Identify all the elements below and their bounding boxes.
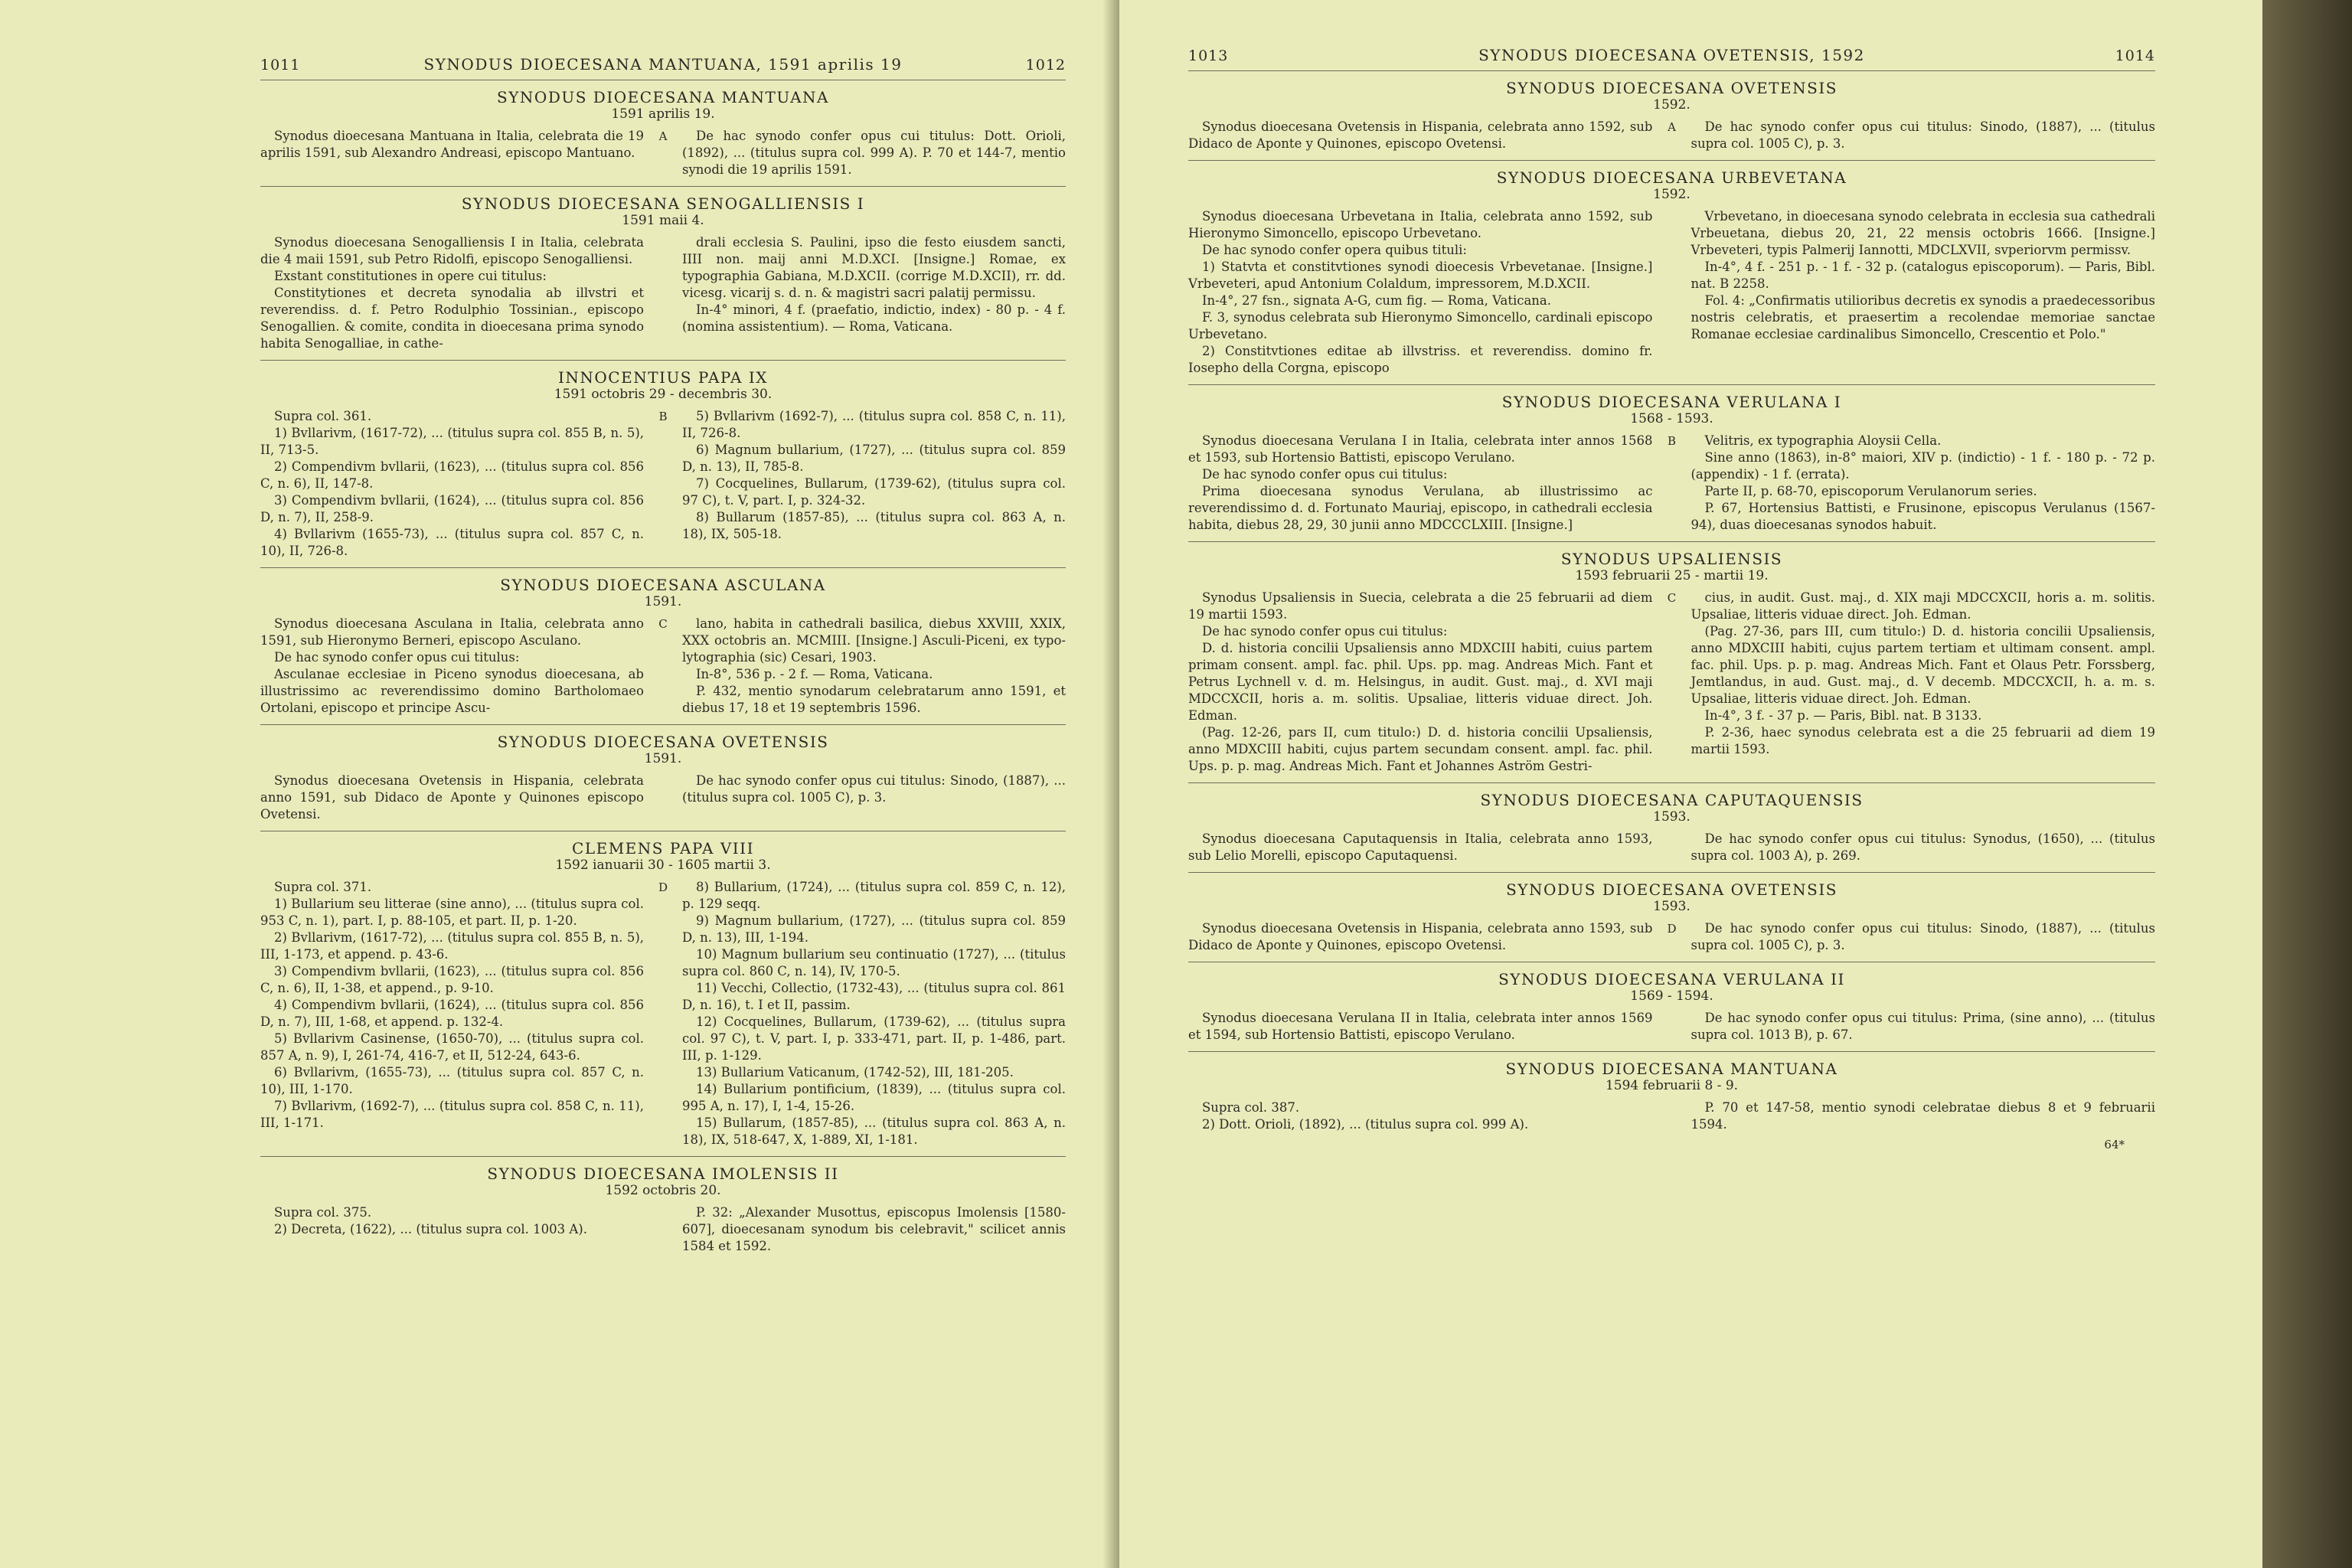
paragraph: 2) Decreta, (1622), ... (titulus supra col. 1003 A).: [274, 1222, 587, 1236]
entry-date: 1568 - 1593.: [1630, 411, 1713, 426]
entry-title: SYNODUS DIOECESANA OVETENSIS: [1506, 880, 1838, 899]
entry-columns: [1188, 433, 2155, 534]
margin-letter: [1667, 1099, 1677, 1133]
entry-title: SYNODUS DIOECESANA SENOGALLIENSIS I: [461, 194, 865, 213]
section-rule: [260, 724, 1066, 725]
entry: [1188, 79, 2155, 152]
paragraph: De hac synodo confer opus cui titulus:: [1202, 467, 1448, 482]
entry-date: 1591 aprilis 19.: [611, 106, 715, 122]
section-rule: [1188, 160, 2155, 161]
paragraph: 12) Cocquelines, Bullarum, (1739-62), ... (titulus supra col. 97 C), t. V, part. I, p. 333-471, part. II, p. 1-486, part. III, p. 1-129.: [682, 1014, 1066, 1063]
entries: [260, 88, 1066, 1255]
entry: [1188, 393, 2155, 534]
entry-title: INNOCENTIUS PAPA IX: [558, 368, 768, 387]
paragraph: 5) Bvllarivm Casinense, (1650-70), ... (titulus supra col. 857 A, n. 9), I, 261-74, 416-7, et II, 512-24, 643-6.: [260, 1031, 644, 1063]
paragraph: P. 67, Hortensius Battisti, e Frusinone, episcopus Verulanus (1567-94), duas dioecesanas synodos habuit.: [1690, 501, 2155, 532]
paragraph: Supra col. 371.: [274, 880, 372, 894]
column-number: 1011: [260, 57, 301, 74]
paragraph: In-4°, 4 f. - 251 p. - 1 f. - 32 p. (catalogus episcoporum). — Paris, Bibl. nat. B 2258.: [1690, 260, 2155, 291]
paragraph: De hac synodo confer opus cui titulus: Sinodo, (1887), ... (titulus supra col. 1005 C), p. 3.: [1690, 119, 2155, 151]
entry-columns: [260, 1204, 1066, 1255]
paragraph: 6) Magnum bullarium, (1727), ... (titulus supra col. 859 D, n. 13), II, 785-8.: [682, 443, 1066, 474]
paragraph: De hac synodo confer opus cui titulus: Dott. Orioli, (1892), ... (titulus supra col. 999 A). P. 70 et 144-7, mentio synodi die 19 aprilis 1591.: [682, 129, 1066, 177]
section-rule: [1188, 384, 2155, 385]
entry-date: 1591.: [644, 751, 682, 766]
paragraph: P. 432, mentio synodarum celebratarum anno 1591, et diebus 17, 18 et 19 septembris 1596.: [682, 684, 1066, 715]
paragraph: cius, in audit. Gust. maj., d. XIX maji MDCCXCII, horis a. m. solitis. Upsaliae, litteris viduae direct. Joh. Edman.: [1690, 590, 2155, 622]
text-column: [260, 234, 644, 352]
section-rule: [1188, 1051, 2155, 1052]
entry: [260, 733, 1066, 823]
text-column: [1691, 433, 2156, 534]
entry-title: SYNODUS DIOECESANA VERULANA I: [1501, 393, 1842, 411]
entry-columns: [1188, 1010, 2155, 1044]
entry-title: SYNODUS DIOECESANA OVETENSIS: [1506, 79, 1838, 97]
margin-letter: C: [1667, 591, 1677, 605]
entry: [1188, 168, 2155, 377]
text-column: [1188, 920, 1653, 954]
entry-columns: [1188, 590, 2155, 775]
entry-title: SYNODUS DIOECESANA ASCULANA: [500, 576, 826, 594]
margin-letter: B: [1667, 434, 1677, 448]
entry: [1188, 791, 2155, 864]
margin-letter: D: [658, 880, 668, 894]
paragraph: 1) Bullarium seu litterae (sine anno), ... (titulus supra col. 953 C, n. 1), part. I, p. 88-105, et part. II, p. 1-20.: [260, 897, 644, 928]
entry-columns: [1188, 119, 2155, 152]
paragraph: 2) Constitvtiones editae ab illvstriss. et reverendiss. domino fr. Iosepho della Corgna, episcopo: [1188, 344, 1653, 375]
entry-date: 1592.: [1653, 97, 1690, 113]
paragraph: drali ecclesia S. Paulini, ipso die festo eiusdem sancti, IIII non. maij anni M.D.XCI. [Insigne.] Romae, ex typographia Gabiana, M.D.XCII. (corrige M.D.XCII), rr. dd. vicesg. vicarij s. d. n. & magistri sacri palatij permissu.: [682, 235, 1066, 300]
entry-date: 1592.: [1653, 187, 1690, 202]
paragraph: 3) Compendivm bvllarii, (1624), ... (titulus supra col. 856 D, n. 7), II, 258-9.: [260, 493, 644, 524]
margin-letter: C: [658, 617, 668, 631]
paragraph: Supra col. 387.: [1202, 1100, 1300, 1115]
paragraph: Synodus Upsaliensis in Suecia, celebrata a die 25 februarii ad diem 19 martii 1593.: [1188, 590, 1653, 622]
paragraph: P. 32: „Alexander Musottus, episcopus Imolensis [1580-607], dioecesanam synodum bis celebravit," scilicet annis 1584 et 1592.: [682, 1205, 1066, 1253]
text-column: [682, 616, 1066, 717]
paragraph: De hac synodo confer opera quibus tituli:: [1202, 243, 1467, 257]
section-rule: [1188, 872, 2155, 873]
entry-title: SYNODUS DIOECESANA MANTUANA: [497, 88, 829, 106]
text-column: [1691, 1099, 2156, 1133]
entry-title: SYNODUS DIOECESANA IMOLENSIS II: [487, 1165, 839, 1183]
paragraph: 4) Bvllarivm (1655-73), ... (titulus supra col. 857 C, n. 10), II, 726-8.: [260, 527, 644, 558]
paragraph: De hac synodo confer opus cui titulus: Synodus, (1650), ... (titulus supra col. 1003 A), p. 269.: [1690, 831, 2155, 863]
paragraph: In-4°, 27 fsn., signata A-G, cum fig. — Roma, Vaticana.: [1202, 293, 1552, 308]
paragraph: 3) Compendivm bvllarii, (1623), ... (titulus supra col. 856 C, n. 6), II, 1-38, et append., p. 9-10.: [260, 964, 644, 995]
text-column: [1188, 831, 1653, 864]
section-rule: [260, 360, 1066, 361]
entry: [1188, 550, 2155, 775]
text-column: [682, 1204, 1066, 1255]
entry-columns: [1188, 920, 2155, 954]
entry-date: 1591 maii 4.: [622, 213, 704, 228]
entry-date: 1591.: [644, 594, 682, 609]
paragraph: 8) Bullarium, (1724), ... (titulus supra col. 859 C, n. 12), p. 129 seqq.: [682, 880, 1066, 911]
paragraph: Synodus dioecesana Verulana I in Italia, celebrata inter annos 1568 et 1593, sub Hortensio Battisti, episcopo Verulano.: [1188, 433, 1653, 465]
entry-date: 1593.: [1653, 809, 1690, 825]
column-number: 1012: [1025, 57, 1066, 74]
paragraph: P. 70 et 147-58, mentio synodi celebratae diebus 8 et 9 februarii 1594.: [1690, 1100, 2155, 1132]
paragraph: 2) Compendivm bvllarii, (1623), ... (titulus supra col. 856 C, n. 6), II, 147-8.: [260, 459, 644, 491]
text-column: [260, 128, 644, 178]
running-head: [1188, 46, 2155, 71]
entry: [260, 88, 1066, 178]
margin-letter: A: [658, 129, 668, 143]
text-column: [1691, 831, 2156, 864]
margin-letter: A: [1668, 120, 1676, 134]
paragraph: Synodus dioecesana Ovetensis in Hispania, celebrata anno 1592, sub Didaco de Aponte y Quinones, episcopo Ovetensi.: [1188, 119, 1653, 151]
paragraph: In-4° minori, 4 f. (praefatio, indictio, index) - 80 p. - 4 f. (nomina assistentium). — Roma, Vaticana.: [682, 302, 1066, 334]
section-rule: [1188, 782, 2155, 783]
paragraph: P. 2-36, haec synodus celebrata est a die 25 februarii ad diem 19 martii 1593.: [1690, 725, 2155, 756]
signature-mark: 64*: [2104, 1138, 2125, 1152]
entry-date: 1593.: [1653, 899, 1690, 914]
paragraph: 14) Bullarium pontificium, (1839), ... (titulus supra col. 995 A, n. 17), I, 1-4, 15-26.: [682, 1082, 1066, 1113]
paragraph: 1) Statvta et constitvtiones synodi dioecesis Vrbevetanae. [Insigne.] Vrbeveteri, apud Antonium Colaldum, impressorem, M.D.XCII.: [1188, 260, 1653, 291]
entries: [1188, 79, 2155, 1133]
section-rule: [1188, 541, 2155, 542]
text-column: [1691, 590, 2156, 775]
paragraph: 9) Magnum bullarium, (1727), ... (titulus supra col. 859 D, n. 13), III, 1-194.: [682, 913, 1066, 945]
entry-date: 1569 - 1594.: [1630, 988, 1713, 1004]
entry: [260, 194, 1066, 352]
text-column: [260, 1204, 644, 1255]
text-column: [1691, 119, 2156, 152]
paragraph: Asculanae ecclesiae in Piceno synodus dioecesana, ab illustrissimo ac reverendissimo domino Bartholomaeo Ortolani, episcopo et principe Ascu-: [260, 667, 644, 715]
text-column: [260, 408, 644, 560]
text-column: [1188, 1099, 1653, 1133]
paragraph: 2) Bvllarivm, (1617-72), ... (titulus supra col. 855 B, n. 5), III, 1-173, et append. p. 43-6.: [260, 930, 644, 962]
entry-title: SYNODUS DIOECESANA CAPUTAQUENSIS: [1480, 791, 1864, 809]
entry-columns: [260, 773, 1066, 823]
paragraph: Synodus dioecesana Caputaquensis in Italia, celebrata anno 1593, sub Lelio Morelli, episcopo Caputaquensi.: [1188, 831, 1653, 863]
entry-columns: [260, 234, 1066, 352]
text-column: [682, 234, 1066, 352]
paragraph: (Pag. 27-36, pars III, cum titulo:) D. d. historia concilii Upsaliensis, anno MDXCIII habiti, cujus partem tertiam et ultimam consent. ampl. fac. phil. Ups. p. p. mag. Andreas Mich. Fant et Olaus Petr. Forssberg, Jemtlandus, in aud. Gust. maj., d. V decemb. MDCCXCII, h. a. m. s. Upsaliae, litteris viduae direct. Joh. Edman.: [1690, 624, 2155, 706]
paragraph: 7) Cocquelines, Bullarum, (1739-62), (titulus supra col. 97 C), t. V, part. I, p. 324-32.: [682, 476, 1066, 508]
paragraph: 15) Bullarum, (1857-85), ... (titulus supra col. 863 A, n. 18), IX, 518-647, X, 1-889, XI, 1-181.: [682, 1116, 1066, 1147]
paragraph: Fol. 4: „Confirmatis utilioribus decretis ex synodis a praedecessoribus nostris celebratis, et praesertim a recolendae memoriae sanctae Romanae ecclesiae cardinalibus Simoncello, Crescentio et Polo.": [1690, 293, 2155, 341]
paragraph: Exstant constitutiones in opere cui titulus:: [274, 269, 547, 283]
paragraph: In-8°, 536 p. - 2 f. — Roma, Vaticana.: [696, 667, 933, 681]
paragraph: 8) Bullarum (1857-85), ... (titulus supra col. 863 A, n. 18), IX, 505-18.: [682, 510, 1066, 541]
paragraph: 1) Bvllarivm, (1617-72), ... (titulus supra col. 855 B, n. 5), II, 713-5.: [260, 426, 644, 457]
entry: [1188, 880, 2155, 954]
entry: [1188, 970, 2155, 1044]
paragraph: Synodus dioecesana Asculana in Italia, celebrata anno 1591, sub Hieronymo Berneri, episcopo Asculano.: [260, 616, 644, 648]
text-column: [1188, 208, 1653, 377]
entry-columns: [260, 128, 1066, 178]
paragraph: 13) Bullarium Vaticanum, (1742-52), III, 181-205.: [696, 1065, 1014, 1080]
entry-columns: [1188, 208, 2155, 377]
margin-letter: [658, 234, 668, 352]
paragraph: Synodus dioecesana Urbevetana in Italia, celebrata anno 1592, sub Hieronymo Simoncello, episcopo Urbevetano.: [1188, 209, 1653, 240]
column-number: 1013: [1188, 47, 1229, 64]
entry: [260, 1165, 1066, 1255]
entry: [260, 368, 1066, 560]
text-column: [682, 128, 1066, 178]
margin-letter: [1667, 1010, 1677, 1044]
paragraph: In-4°, 3 f. - 37 p. — Paris, Bibl. nat. B 3133.: [1704, 708, 1982, 723]
section-rule: [260, 567, 1066, 568]
entry-title: SYNODUS UPSALIENSIS: [1560, 550, 1783, 568]
left-page: [0, 0, 1119, 1568]
paragraph: Synodus dioecesana Ovetensis in Hispania, celebrata anno 1591, sub Didaco de Aponte y Quinones episcopo Ovetensi.: [260, 773, 644, 822]
text-column: [1188, 433, 1653, 534]
margin-letter: D: [1667, 922, 1677, 936]
margin-letter: [1667, 831, 1677, 864]
paragraph: Sine anno (1863), in-8° maiori, XIV p. (indictio) - 1 f. - 180 p. - 72 p. (appendix) - 1 f. (errata).: [1690, 450, 2155, 482]
paragraph: De hac synodo confer opus cui titulus:: [274, 650, 520, 665]
paragraph: 7) Bvllarivm, (1692-7), ... (titulus supra col. 858 C, n. 11), III, 1-171.: [260, 1099, 644, 1130]
entry-columns: [260, 616, 1066, 717]
text-column: [260, 879, 644, 1148]
entry-title: SYNODUS DIOECESANA VERULANA II: [1498, 970, 1845, 988]
text-column: [1691, 1010, 2156, 1044]
paragraph: Synodus dioecesana Ovetensis in Hispania, celebrata anno 1593, sub Didaco de Aponte y Quinones, episcopo Ovetensi.: [1188, 921, 1653, 952]
entry-date: 1592 octobris 20.: [605, 1183, 721, 1198]
paragraph: 2) Dott. Orioli, (1892), ... (titulus supra col. 999 A).: [1202, 1117, 1529, 1132]
paragraph: Supra col. 361.: [274, 409, 372, 423]
margin-letter: [658, 1204, 668, 1255]
entry-date: 1591 octobris 29 - decembris 30.: [554, 387, 773, 402]
entry-title: CLEMENS PAPA VIII: [572, 839, 754, 858]
section-rule: [260, 186, 1066, 187]
entry-title: SYNODUS DIOECESANA MANTUANA: [1505, 1060, 1838, 1078]
paragraph: Synodus dioecesana Mantuana in Italia, celebrata die 19 aprilis 1591, sub Alexandro Andreasi, episcopo Mantuano.: [260, 129, 644, 160]
paragraph: Supra col. 375.: [274, 1205, 372, 1220]
entry-columns: [260, 408, 1066, 560]
margin-letter: B: [658, 410, 668, 423]
entry: [260, 839, 1066, 1148]
entry: [1188, 1060, 2155, 1133]
paragraph: Synodus dioecesana Verulana II in Italia, celebrata inter annos 1569 et 1594, sub Hortensio Battisti, episcopo Verulano.: [1188, 1011, 1653, 1042]
running-title: SYNODUS DIOECESANA OVETENSIS, 1592: [1478, 46, 1865, 64]
entry-columns: [260, 879, 1066, 1148]
paragraph: De hac synodo confer opus cui titulus:: [1202, 624, 1448, 639]
text-column: [1188, 1010, 1653, 1044]
paragraph: 4) Compendivm bvllarii, (1624), ... (titulus supra col. 856 D, n. 7), III, 1-68, et append. p. 132-4.: [260, 998, 644, 1029]
text-column: [260, 773, 644, 823]
entry: [260, 576, 1066, 717]
entry-date: 1593 februarii 25 - martii 19.: [1575, 568, 1769, 583]
right-page: [1119, 0, 2262, 1568]
paragraph: 5) Bvllarivm (1692-7), ... (titulus supra col. 858 C, n. 11), II, 726-8.: [682, 409, 1066, 440]
paragraph: lano, habita in cathedrali basilica, diebus XXVIII, XXIX, XXX octobris an. MCMIII. [Insigne.] Asculi-Piceni, ex typo-lytographia (sic) Cesari, 1903.: [682, 616, 1066, 665]
book-cover-edge: [2262, 0, 2352, 1568]
margin-letter: [1667, 208, 1677, 377]
paragraph: Velitris, ex typographia Aloysii Cella.: [1704, 433, 1942, 448]
text-column: [1188, 119, 1653, 152]
margin-letter: [658, 773, 668, 823]
paragraph: Prima dioecesana synodus Verulana, ab illustrissimo ac reverendissimo d. d. Fortunato Mauriaj, episcopo, in cathedrali ecclesia habita, diebus 28, 29, 30 junii anno MDCCCLXIII. [Insigne.]: [1188, 484, 1653, 532]
paragraph: De hac synodo confer opus cui titulus: Prima, (sine anno), ... (titulus supra col. 1013 B), p. 67.: [1690, 1011, 2155, 1042]
paragraph: Vrbevetano, in dioecesana synodo celebrata in ecclesia sua cathedrali Vrbeuetana, diebus 20, 21, 22 mensis octobris 1666. [Insigne.] Vrbeveteri, typis Palmerij Iannotti, MDCLXVII, svperiorvm permissv.: [1690, 209, 2155, 257]
text-column: [1691, 920, 2156, 954]
text-column: [682, 408, 1066, 560]
running-head: [260, 55, 1066, 80]
paragraph: Parte II, p. 68-70, episcoporum Verulanorum series.: [1704, 484, 2037, 498]
paragraph: Synodus dioecesana Senogalliensis I in Italia, celebrata die 4 maii 1591, sub Petro Ridolfi, episcopo Senogalliensi.: [260, 235, 644, 266]
entry-date: 1592 ianuarii 30 - 1605 martii 3.: [555, 858, 771, 873]
paragraph: 11) Vecchi, Collectio, (1732-43), ... (titulus supra col. 861 D, n. 16), t. I et II, passim.: [682, 981, 1066, 1012]
paragraph: (Pag. 12-26, pars II, cum titulo:) D. d. historia concilii Upsaliensis, anno MDXCIII habiti, cujus partem secundam consent. ampl. fac. phil. Ups. p. p. mag. Andreas Mich. Fant et Johannes Aström Gestri-: [1188, 725, 1653, 773]
column-number: 1014: [2115, 47, 2155, 64]
text-column: [1188, 590, 1653, 775]
text-column: [1691, 208, 2156, 377]
running-title: SYNODUS DIOECESANA MANTUANA, 1591 aprilis 19: [423, 55, 903, 74]
entry-title: SYNODUS DIOECESANA OVETENSIS: [497, 733, 829, 751]
entry-columns: [1188, 831, 2155, 864]
entry-columns: [1188, 1099, 2155, 1133]
text-column: [682, 879, 1066, 1148]
paragraph: 6) Bvllarivm, (1655-73), ... (titulus supra col. 857 C, n. 10), III, 1-170.: [260, 1065, 644, 1096]
paragraph: Constitytiones et decreta synodalia ab illvstri et reverendiss. d. f. Petro Rodulphio Tossinian., episcopo Senogallien. & comite, condita in dioecesana prima synodo habita Senogalliae, in cathe-: [260, 286, 644, 351]
paragraph: De hac synodo confer opus cui titulus: Sinodo, (1887), ... (titulus supra col. 1005 C), p. 3.: [1690, 921, 2155, 952]
entry-date: 1594 februarii 8 - 9.: [1605, 1078, 1739, 1093]
paragraph: De hac synodo confer opus cui titulus: Sinodo, (1887), ... (titulus supra col. 1005 C), p. 3.: [682, 773, 1066, 805]
paragraph: F. 3, synodus celebrata sub Hieronymo Simoncello, cardinali episcopo Urbevetano.: [1188, 310, 1653, 341]
paragraph: D. d. historia concilii Upsaliensis anno MDXCIII habiti, cuius partem primam consent. ampl. fac. phil. Ups. pp. mag. Andreas Mich. Fant et Petrus Lychnell v. d. m. Helsingus, in audit. Gust. maj., d. XVI maji MDCCXCII, horis a. m. solitis. Upsaliae, litteris viduae direct. Joh. Edman.: [1188, 641, 1653, 723]
text-column: [682, 773, 1066, 823]
text-column: [260, 616, 644, 717]
entry-title: SYNODUS DIOECESANA URBEVETANA: [1496, 168, 1847, 187]
paragraph: 10) Magnum bullarium seu continuatio (1727), ... (titulus supra col. 860 C, n. 14), IV, 170-5.: [682, 947, 1066, 978]
section-rule: [260, 1156, 1066, 1157]
